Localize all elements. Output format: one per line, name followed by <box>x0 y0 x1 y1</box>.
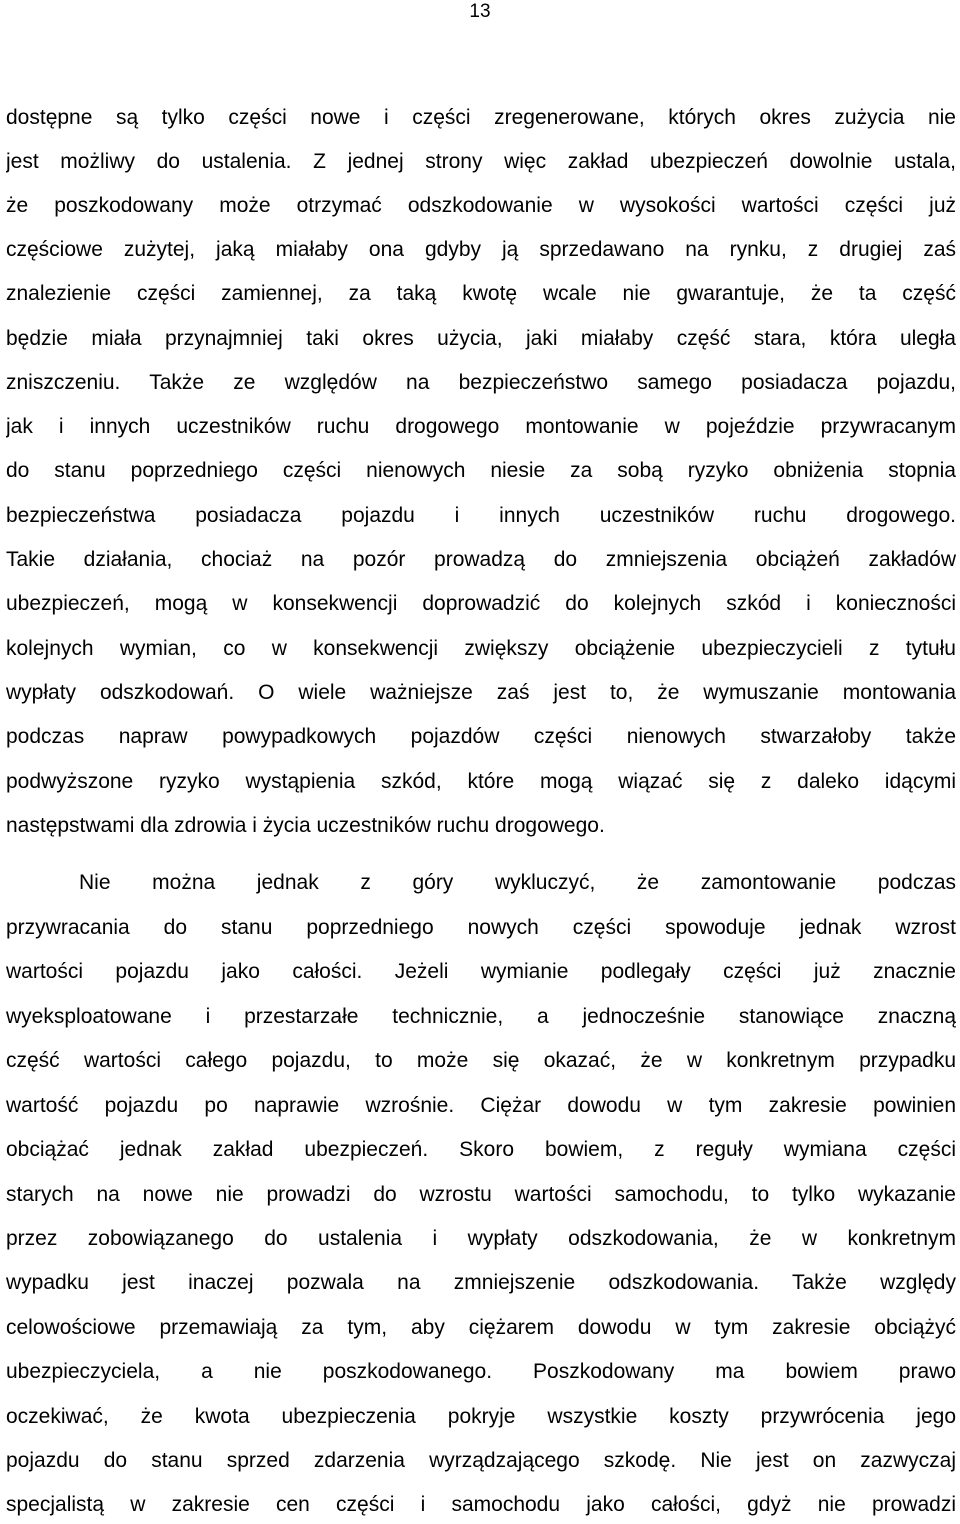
text-line: wyeksploatowane i przestarzałe technicznie, a jednocześnie stanowiące znaczną <box>6 1005 956 1028</box>
text-line: pojazdu do stanu sprzed zdarzenia wyrządzającego szkodę. Nie jest on zazwyczaj <box>6 1449 956 1472</box>
text-line: wartość pojazdu po naprawie wzrośnie. Ciężar dowodu w tym zakresie powinien <box>6 1094 956 1117</box>
text-line: jak i innych uczestników ruchu drogowego montowanie w pojeździe przywracanym <box>6 415 956 438</box>
text-line: jest możliwy do ustalenia. Z jednej strony więc zakład ubezpieczeń dowolnie ustala, <box>6 150 956 173</box>
text-line: wypłaty odszkodowań. O wiele ważniejsze zaś jest to, że wymuszanie montowania <box>6 681 956 704</box>
text-line: bezpieczeństwa posiadacza pojazdu i innych uczestników ruchu drogowego. <box>6 504 956 527</box>
text-line: wartości pojazdu jako całości. Jeżeli wymianie podlegały części już znacznie <box>6 960 956 983</box>
text-line: zniszczeniu. Także ze względów na bezpieczeństwo samego posiadacza pojazdu, <box>6 371 956 394</box>
text-line: ubezpieczyciela, a nie poszkodowanego. Poszkodowany ma bowiem prawo <box>6 1360 956 1383</box>
text-line: znalezienie części zamiennej, za taką kwotę wcale nie gwarantuje, że ta część <box>6 282 956 305</box>
page-number: 13 <box>469 1 491 22</box>
text-line: częściowe zużytej, jaką miałaby ona gdyby ją sprzedawano na rynku, z drugiej zaś <box>6 238 956 261</box>
text-line: oczekiwać, że kwota ubezpieczenia pokryje wszystkie koszty przywrócenia jego <box>6 1405 956 1428</box>
text-line: do stanu poprzedniego części nienowych niesie za sobą ryzyko obniżenia stopnia <box>6 459 956 482</box>
text-line: specjalistą w zakresie cen części i samochodu jako całości, gdyż nie prowadzi <box>6 1493 956 1516</box>
text-line: następstwami dla zdrowia i życia uczestników ruchu drogowego. <box>6 814 605 837</box>
text-line: będzie miała przynajmniej taki okres użycia, jaki miałaby część stara, która uległa <box>6 327 956 350</box>
text-line: wypadku jest inaczej pozwala na zmniejszenie odszkodowania. Także względy <box>6 1271 956 1294</box>
text-line: podczas napraw powypadkowych pojazdów części nienowych stwarzałoby także <box>6 725 956 748</box>
text-line: kolejnych wymian, co w konsekwencji zwiększy obciążenie ubezpieczycieli z tytułu <box>6 637 956 660</box>
text-line: celowościowe przemawiają za tym, aby ciężarem dowodu w tym zakresie obciążyć <box>6 1316 956 1339</box>
text-line: dostępne są tylko części nowe i części zregenerowane, których okres zużycia nie <box>6 106 956 129</box>
text-line: podwyższone ryzyko wystąpienia szkód, które mogą wiązać się z daleko idącymi <box>6 770 956 793</box>
text-line: część wartości całego pojazdu, to może się okazać, że w konkretnym przypadku <box>6 1049 956 1072</box>
text-line: przez zobowiązanego do ustalenia i wypłaty odszkodowania, że w konkretnym <box>6 1227 956 1250</box>
text-line: starych na nowe nie prowadzi do wzrostu wartości samochodu, to tylko wykazanie <box>6 1183 956 1206</box>
text-line: że poszkodowany może otrzymać odszkodowanie w wysokości wartości części już <box>6 194 956 217</box>
text-line: Takie działania, chociaż na pozór prowadzą do zmniejszenia obciążeń zakładów <box>6 548 956 571</box>
text-line: ubezpieczeń, mogą w konsekwencji doprowadzić do kolejnych szkód i konieczności <box>6 592 956 615</box>
text-line: Nie można jednak z góry wykluczyć, że zamontowanie podczas <box>79 871 956 894</box>
text-line: obciążać jednak zakład ubezpieczeń. Skoro bowiem, z reguły wymiana części <box>6 1138 956 1161</box>
text-line: przywracania do stanu poprzedniego nowych części spowoduje jednak wzrost <box>6 916 956 939</box>
